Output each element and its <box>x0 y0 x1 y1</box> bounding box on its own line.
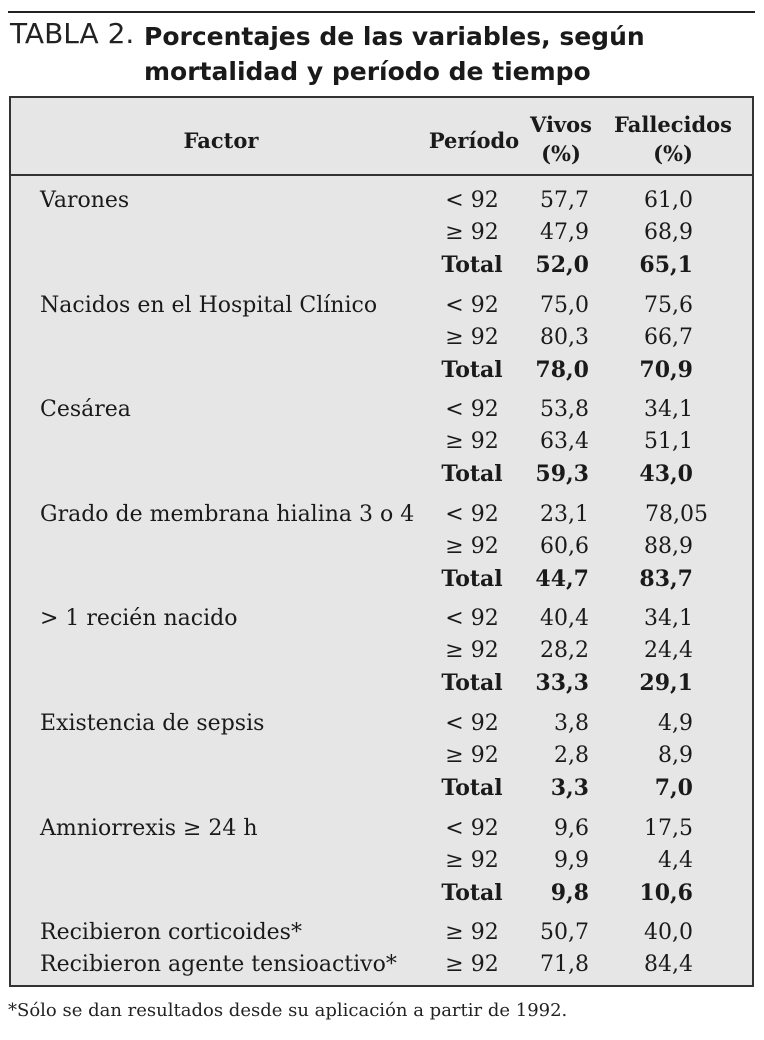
fallecidos-total: 65,1 <box>639 252 693 278</box>
fallecidos-cell: 34,1 <box>644 606 693 632</box>
fallecidos-cell: 17,5 <box>644 815 693 841</box>
table-group <box>11 711 752 816</box>
periodo-cell: ≥ 92 <box>445 920 499 946</box>
fallecidos-total: 83,7 <box>639 565 693 592</box>
total-label: Total <box>441 252 503 278</box>
factor-label: Amniorrexis ≥ 24 h <box>40 815 258 841</box>
table-label: TABLA 2. <box>10 17 135 50</box>
vivos-cell: 23,1 <box>540 501 589 527</box>
vivos-cell: 63,4 <box>540 429 589 455</box>
periodo-cell: < 92 <box>445 501 499 527</box>
periodo-cell: < 92 <box>445 188 499 213</box>
vivos-cell: 40,4 <box>540 606 589 632</box>
periodo-cell: ≥ 92 <box>445 742 499 768</box>
vivos-total: 3,3 <box>550 774 589 801</box>
table-group <box>11 816 752 921</box>
table-group <box>11 502 752 607</box>
factor-label: Grado de membrana hialina 3 o 4 <box>40 501 415 527</box>
total-label: Total <box>441 461 503 488</box>
periodo-cell: ≥ 92 <box>445 533 499 559</box>
total-label: Total <box>441 879 503 906</box>
fallecidos-cell: 78,05 <box>645 501 708 527</box>
vivos-cell: 28,2 <box>540 638 589 664</box>
fallecidos-cell: 4,4 <box>658 847 693 873</box>
periodo-cell: < 92 <box>445 292 499 318</box>
periodo-cell: ≥ 92 <box>445 324 499 350</box>
fallecidos-cell: 88,9 <box>644 533 693 559</box>
factor-label: > 1 recién nacido <box>40 606 238 632</box>
periodo-cell: ≥ 92 <box>445 952 499 978</box>
periodo-cell: < 92 <box>445 710 499 736</box>
vivos-cell: 47,9 <box>540 220 589 245</box>
fallecidos-cell: 68,9 <box>644 220 693 245</box>
factor-label: Nacidos en el Hospital Clínico <box>40 292 378 318</box>
vivos-cell: 75,0 <box>540 292 589 318</box>
table-group <box>11 606 752 711</box>
factor-label: Existencia de sepsis <box>40 710 265 736</box>
fallecidos-cell: 4,9 <box>658 710 693 736</box>
top-rule <box>8 11 755 13</box>
periodo-cell: < 92 <box>445 397 499 423</box>
periodo-cell: ≥ 92 <box>445 638 499 664</box>
vivos-cell: 50,7 <box>540 920 589 946</box>
fallecidos-cell: 51,1 <box>644 429 693 455</box>
table-group <box>11 188 752 293</box>
factor-label: Recibieron agente tensioactivo* <box>40 952 397 978</box>
table-group <box>11 397 752 502</box>
factor-label: Varones <box>40 188 130 213</box>
total-label: Total <box>441 774 503 801</box>
fallecidos-cell: 34,1 <box>644 397 693 423</box>
periodo-cell: < 92 <box>445 815 499 841</box>
header-rule <box>11 174 752 176</box>
vivos-cell: 53,8 <box>540 397 589 423</box>
fallecidos-cell: 75,6 <box>644 292 693 318</box>
vivos-total: 44,7 <box>535 565 589 592</box>
fallecidos-cell: 40,0 <box>644 920 693 946</box>
fallecidos-cell: 8,9 <box>658 742 693 768</box>
table-body <box>11 188 752 984</box>
fallecidos-cell: 66,7 <box>644 324 693 350</box>
header-vivos: Vivos (%) <box>530 112 592 166</box>
fallecidos-cell: 24,4 <box>644 638 693 664</box>
vivos-cell: 80,3 <box>540 324 589 350</box>
vivos-cell: 71,8 <box>540 952 589 978</box>
vivos-cell: 57,7 <box>540 188 589 213</box>
vivos-total: 59,3 <box>535 461 589 488</box>
header-factor: Factor <box>183 128 259 153</box>
factor-label: Recibieron corticoides* <box>40 920 302 946</box>
fallecidos-total: 7,0 <box>654 774 693 801</box>
total-label: Total <box>441 565 503 592</box>
periodo-cell: ≥ 92 <box>445 847 499 873</box>
periodo-cell: < 92 <box>445 606 499 632</box>
fallecidos-total: 29,1 <box>639 670 693 697</box>
table-group <box>11 293 752 398</box>
vivos-total: 52,0 <box>535 252 589 278</box>
vivos-cell: 9,6 <box>554 815 589 841</box>
vivos-cell: 60,6 <box>540 533 589 559</box>
total-label: Total <box>441 670 503 697</box>
total-label: Total <box>441 356 503 383</box>
table-row <box>11 952 752 984</box>
factor-label: Cesárea <box>40 397 131 423</box>
vivos-cell: 2,8 <box>554 742 589 768</box>
vivos-total: 78,0 <box>535 356 589 383</box>
periodo-cell: ≥ 92 <box>445 429 499 455</box>
periodo-cell: ≥ 92 <box>445 220 499 245</box>
header-fallecidos: Fallecidos (%) <box>614 112 732 166</box>
fallecidos-cell: 61,0 <box>644 188 693 213</box>
table-row <box>11 920 752 952</box>
fallecidos-cell: 84,4 <box>644 952 693 978</box>
vivos-total: 33,3 <box>535 670 589 697</box>
footnote: *Sólo se dan resultados desde su aplicación a partir de 1992. <box>8 1000 568 1021</box>
header-periodo: Período <box>428 128 520 153</box>
data-table <box>9 96 754 987</box>
vivos-cell: 3,8 <box>554 710 589 736</box>
vivos-total: 9,8 <box>550 879 589 906</box>
fallecidos-total: 10,6 <box>639 879 693 906</box>
vivos-cell: 9,9 <box>554 847 589 873</box>
fallecidos-total: 43,0 <box>639 461 693 488</box>
fallecidos-total: 70,9 <box>639 356 693 383</box>
table-heading: Porcentajes de las variables, según mortalidad y período de tiempo <box>144 22 645 86</box>
